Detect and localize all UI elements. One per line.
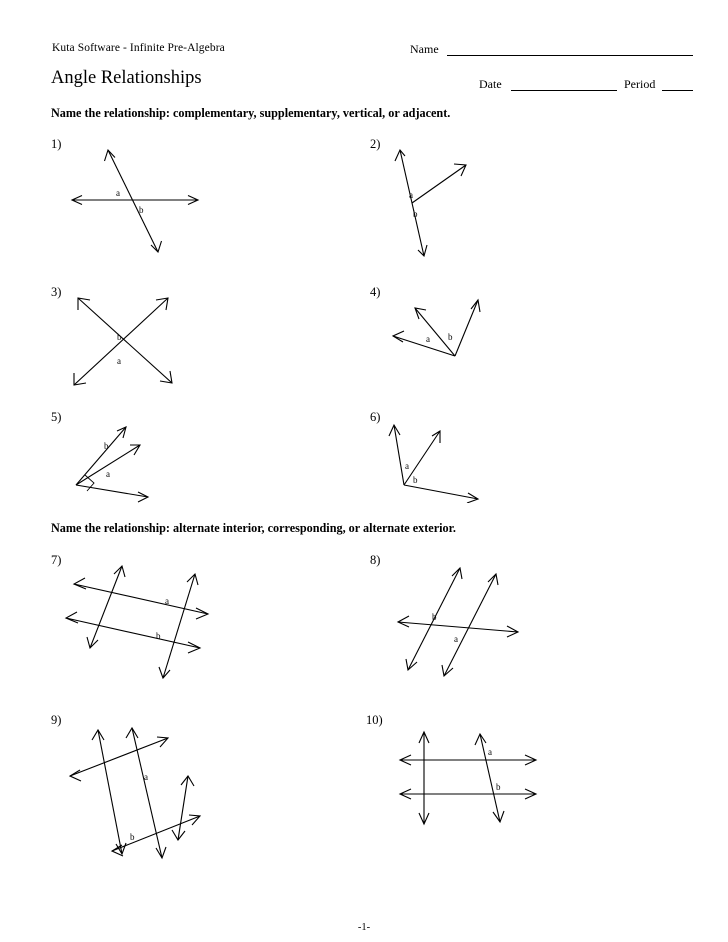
problem-number-2: 2) [370, 137, 381, 151]
directions-section-2: Name the relationship: alternate interior, corresponding, or alternate exterior. [51, 521, 456, 535]
name-field-blank[interactable] [447, 55, 693, 56]
angle-label-b: b [130, 832, 135, 842]
angle-label-a: a [409, 190, 413, 200]
angle-label-a: a [488, 747, 492, 757]
problem-number-10: 10) [366, 713, 383, 727]
problem-number-7: 7) [51, 553, 62, 567]
angle-label-a: a [144, 772, 148, 782]
angle-label-b: b [496, 782, 501, 792]
problem-number-1: 1) [51, 137, 62, 151]
angle-label-a: a [106, 469, 110, 479]
angle-label-a: a [426, 334, 430, 344]
angle-label-b: b [117, 332, 122, 342]
name-field-label: Name [410, 42, 439, 56]
period-field-blank[interactable] [662, 90, 693, 91]
date-field-blank[interactable] [511, 90, 617, 91]
angle-label-b: b [448, 332, 453, 342]
problem-number-3: 3) [51, 285, 62, 299]
page-number-footer: -1- [357, 922, 371, 933]
problem-number-8: 8) [370, 553, 381, 567]
software-product-line: Kuta Software - Infinite Pre-Algebra [52, 42, 225, 54]
figure-1 [60, 140, 210, 265]
angle-label-b: b [156, 631, 161, 641]
problem-number-6: 6) [370, 410, 381, 424]
figure-7 [60, 556, 230, 681]
date-field-label: Date [479, 77, 502, 91]
angle-label-a: a [165, 596, 169, 606]
angle-label-a: a [454, 634, 458, 644]
page-title: Angle Relationships [51, 68, 202, 88]
directions-section-1: Name the relationship: complementary, supplementary, vertical, or adjacent. [51, 106, 451, 120]
figure-9 [60, 716, 230, 861]
angle-label-a: a [117, 356, 121, 366]
angle-label-b: b [139, 205, 144, 215]
angle-label-b: b [432, 612, 437, 622]
figure-4 [378, 288, 498, 368]
figure-6 [378, 413, 498, 503]
angle-label-b: b [413, 209, 418, 219]
problem-number-4: 4) [370, 285, 381, 299]
figure-10 [388, 722, 548, 852]
figure-3 [60, 288, 190, 393]
angle-label-b: b [413, 475, 418, 485]
period-field-label: Period [624, 77, 656, 91]
figure-2 [378, 140, 498, 265]
problem-number-9: 9) [51, 713, 62, 727]
figure-8 [388, 558, 538, 678]
problem-number-5: 5) [51, 410, 62, 424]
angle-label-a: a [405, 461, 409, 471]
figure-5 [60, 413, 170, 503]
angle-label-b: b [104, 441, 109, 451]
angle-label-a: a [116, 188, 120, 198]
